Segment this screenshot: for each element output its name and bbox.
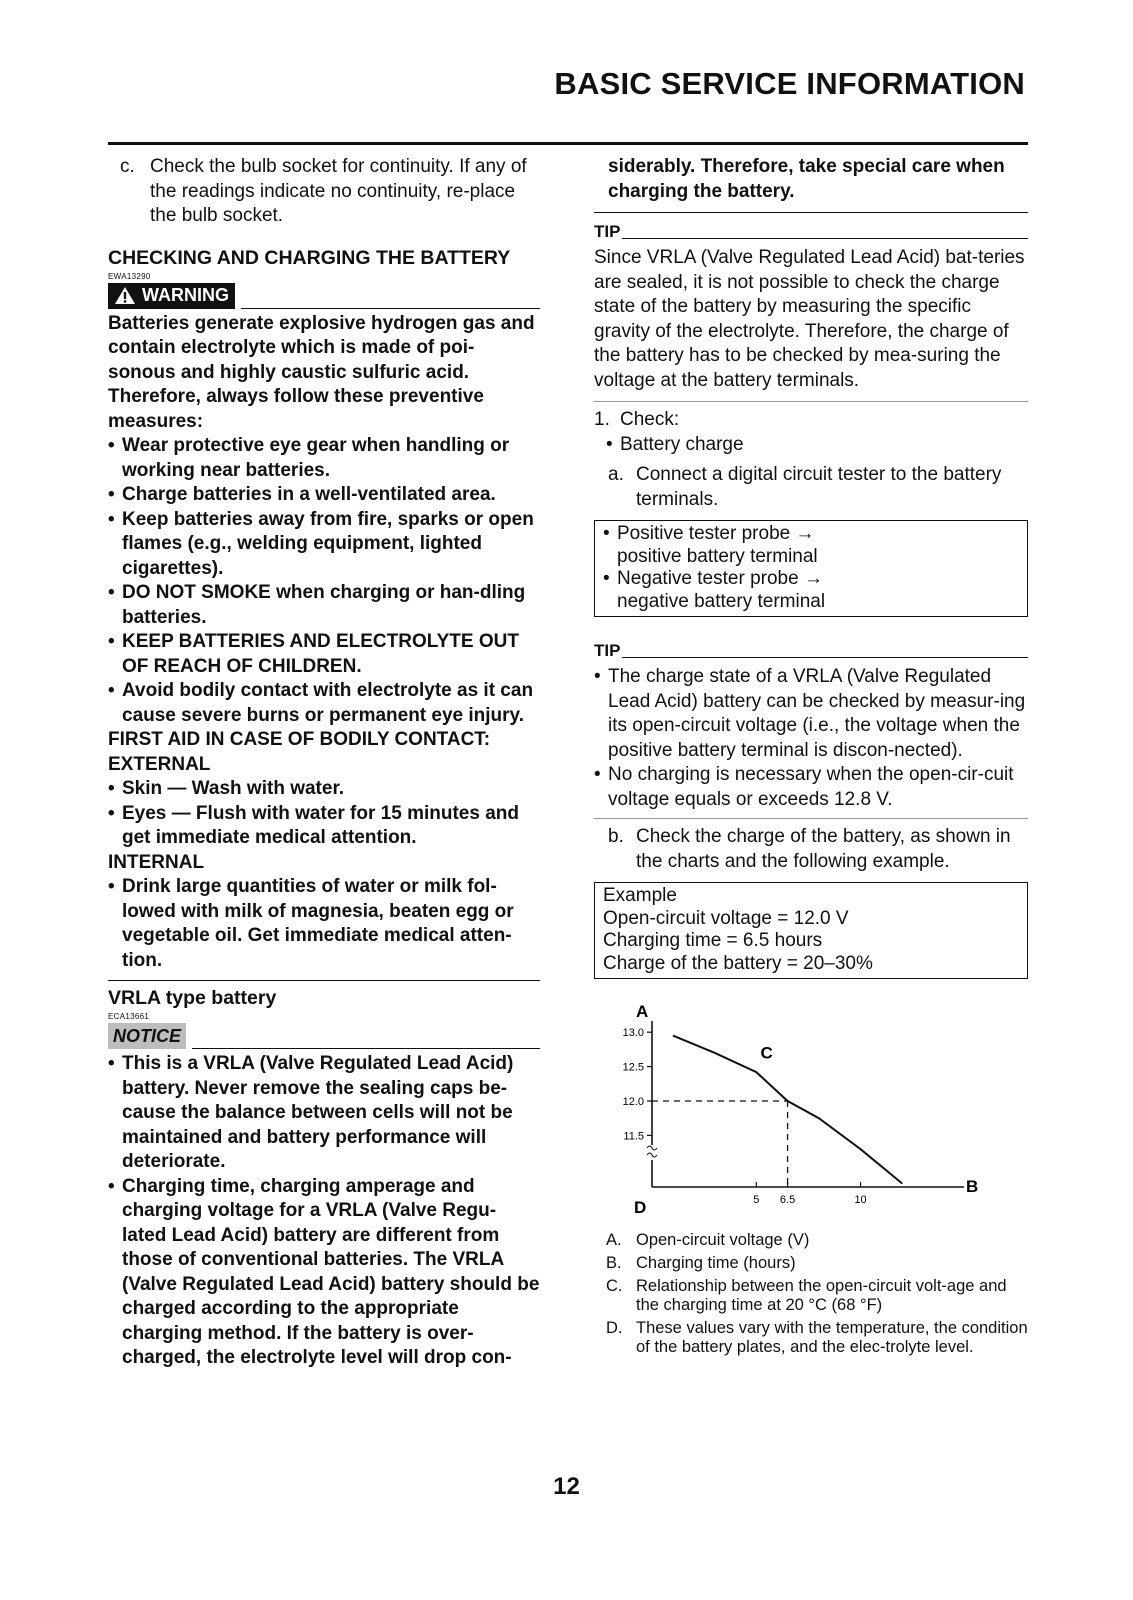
x-tick-label: 10	[854, 1194, 867, 1206]
warning-bullet: • Wear protective eye gear when handling or working near batteries.	[108, 435, 510, 481]
tip-2-end-rule	[594, 818, 1028, 819]
step-1-bullet: Battery charge	[620, 433, 744, 455]
warning-intro: Batteries generate explosive hydrogen gas and contain electrolyte which is made of poi-sonous and highly caustic sulfuric acid. Therefore, always follow these preventive measures:	[108, 312, 535, 432]
voltage-chart	[594, 995, 1028, 1225]
example-box: Example Open-circuit voltage = 12.0 V Charging time = 6.5 hours Charge of the battery = 20–30%	[594, 882, 1028, 979]
continued-warning: siderably. Therefore, take special care when charging the battery.	[608, 156, 1005, 202]
y-tick-label: 11.5	[623, 1130, 644, 1143]
section-heading: CHECKING AND CHARGING THE BATTERY	[108, 246, 511, 269]
step-c-text: Check the bulb socket for continuity. If any of the readings indicate no continuity, re-place the bulb socket.	[150, 156, 527, 226]
x-tick-label: 6.5	[779, 1194, 796, 1206]
y-tick-label: 12.5	[622, 1061, 644, 1074]
vrla-heading: VRLA type battery	[108, 987, 277, 1009]
internal-heading: INTERNAL	[108, 851, 205, 873]
notice-bullet: • This is a VRLA (Valve Regulated Lead Acid) battery. Never remove the sealing caps be-cause the balance between cells will not be maintained and battery performance will deteriorate.	[108, 1053, 514, 1172]
x-tick-label: 5	[753, 1194, 760, 1206]
legend-item: A. Open-circuit voltage (V)	[606, 1231, 810, 1249]
y-tick-label: 12.0	[622, 1096, 644, 1108]
warning-badge	[108, 283, 235, 309]
warning-bullet: • Charge batteries in a well-ventilated area.	[108, 484, 496, 505]
legend-item: C. Relationship between the open-circuit volt-age and the charging time at 20 °C (68 °F)	[606, 1277, 1007, 1314]
internal-bullet: • Drink large quantities of water or milk fol-lowed with milk of magnesia, beaten egg or vegetable oil. Get immediate medical atten-tion.	[108, 876, 514, 971]
warning-body	[108, 312, 540, 974]
notice-body	[108, 1052, 540, 1371]
x-axis-letter: B	[966, 1177, 979, 1196]
step-c-label: c.	[120, 156, 135, 177]
first-aid-heading: FIRST AID IN CASE OF BODILY CONTACT:	[108, 729, 491, 750]
warning-bullet: • KEEP BATTERIES AND ELECTROLYTE OUT OF REACH OF CHILDREN.	[108, 631, 519, 677]
probe-box: • Positive tester probe → positive battery terminal • Negative tester probe → negative battery terminal	[594, 520, 1028, 617]
external-bullet: • Skin — Wash with water.	[108, 778, 345, 799]
warning-label: WARNING	[142, 285, 229, 305]
step-1: 1. Check: • Battery charge	[594, 408, 1028, 457]
tip-header	[594, 222, 1028, 242]
axis-break-mark	[647, 1146, 657, 1157]
page-number: 12	[553, 1473, 580, 1500]
warning-triangle-icon	[114, 286, 136, 305]
warning-code: EWA13290	[108, 271, 151, 281]
tip-2-body: • The charge state of a VRLA (Valve Regulated Lead Acid) battery can be checked by measur-ing its open-circuit voltage (i.e., the voltage when the positive battery terminal is discon-nected). • No charging is necessary when the open-cir-cuit voltage equals or exceeds 12.8 V.	[594, 666, 1026, 810]
curve-letter: C	[760, 1043, 773, 1063]
notice-badge: NOTICE	[108, 1023, 186, 1049]
legend-item: D. These values vary with the temperature, the condition of the battery plates, and the elec-trolyte level.	[606, 1319, 1028, 1356]
step-b: b. Check the charge of the battery, as shown in the charts and the following example.	[608, 826, 1011, 872]
step-c	[108, 155, 540, 229]
left-column	[108, 155, 540, 1371]
tip-end-rule	[594, 401, 1028, 402]
tip-header-2	[594, 641, 1028, 661]
warning-bullet: • Keep batteries away from fire, sparks or open flames (e.g., welding equipment, lighted cigarettes).	[108, 508, 534, 579]
header-rule	[108, 142, 1028, 145]
legend-item: B. Charging time (hours)	[606, 1254, 796, 1272]
notice-bullet: • Charging time, charging amperage and charging voltage for a VRLA (Valve Regu-lated Lead Acid) battery are different from those of conventional batteries. The VRLA (Valve Regulated Lead Acid) battery should be charged according to the appropriate charging method. If the battery is over-charged, the electrolyte level will drop con-	[108, 1175, 540, 1368]
origin-letter: D	[634, 1198, 647, 1217]
warning-bullet: • Avoid bodily contact with electrolyte as it can cause severe burns or permanent eye injury.	[108, 680, 534, 726]
right-column	[594, 155, 1028, 1361]
warning-header	[108, 283, 540, 309]
y-tick-label: 13.0	[622, 1027, 644, 1040]
step-a: a. Connect a digital circuit tester to the battery terminals.	[608, 464, 1002, 510]
tip-label-2: TIP	[594, 641, 621, 660]
tip-label: TIP	[594, 222, 621, 241]
tip-text: Since VRLA (Valve Regulated Lead Acid) bat-teries are sealed, it is not possible to check the charge state of the battery by measuring the specific gravity of the electrolyte. Therefore, the charge of the battery has to be checked by mea-suring the voltage at the battery terminals.	[594, 247, 1025, 391]
continued-warning-rule	[594, 212, 1028, 213]
external-heading: EXTERNAL	[108, 753, 211, 775]
notice-header	[108, 1023, 540, 1049]
y-axis-letter: A	[636, 1002, 649, 1021]
page-title: BASIC SERVICE INFORMATION	[554, 66, 1025, 101]
warning-bullet: • DO NOT SMOKE when charging or han-dling batteries.	[108, 582, 526, 628]
warning-rule	[241, 307, 540, 309]
external-bullet: • Eyes — Flush with water for 15 minutes and get immediate medical attention.	[108, 802, 519, 848]
notice-rule	[192, 1047, 540, 1049]
warning-end-rule	[108, 980, 540, 981]
notice-code: ECA13661	[108, 1012, 150, 1021]
chart-legend	[594, 1231, 1028, 1357]
